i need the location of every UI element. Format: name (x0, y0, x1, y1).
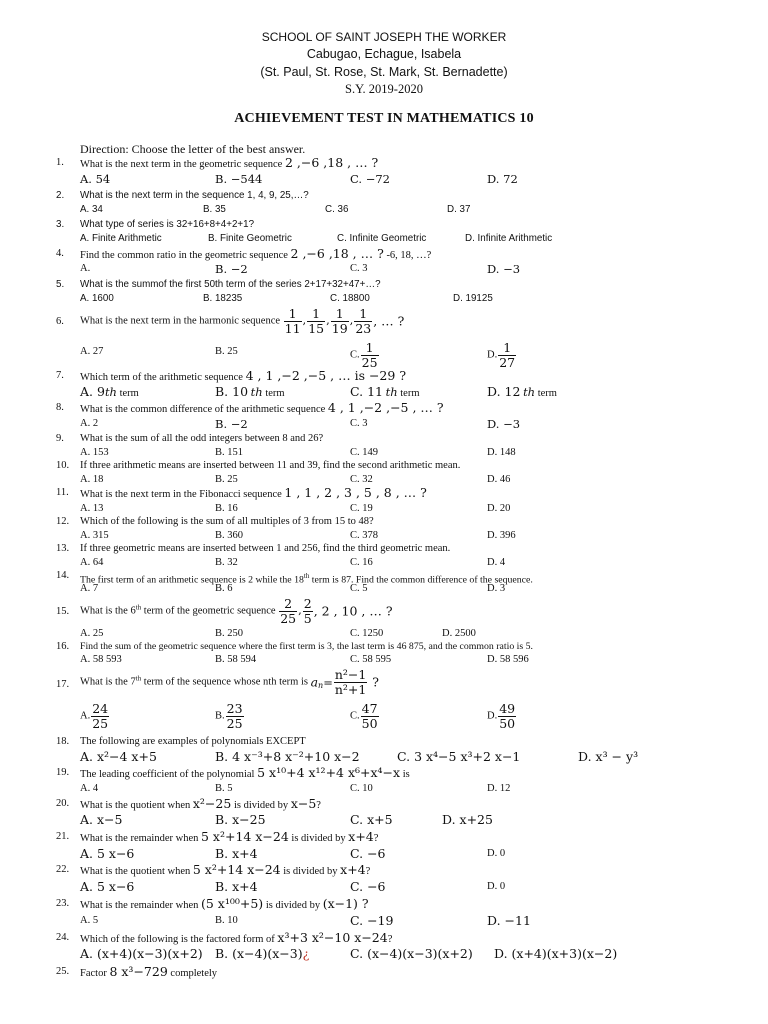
option-c[interactable]: C. 149 (350, 447, 379, 458)
fraction-1-27: $\frac{1}{27}$ (499, 340, 516, 370)
option-c[interactable]: C. 11 th term (350, 384, 420, 399)
option-b[interactable]: B. 360 (215, 530, 244, 541)
option-c[interactable]: C. $\frac{1}{25}$ (350, 340, 378, 370)
option-c[interactable]: C. 10 (350, 783, 373, 794)
question-text: What is the sum of all the odd integers between 8 and 26? (80, 433, 324, 444)
question-number: 13. (56, 543, 70, 554)
question-math-divisor: x+4 (348, 829, 374, 844)
sequence-symbol: a (310, 674, 319, 690)
question-math-divisor: x−5 (290, 796, 317, 811)
option-a[interactable]: A. 54 (80, 172, 111, 186)
option-c[interactable]: C. x+5 (350, 812, 393, 827)
school-sections: (St. Paul, St. Rose, St. Mark, St. Bernadette) (260, 65, 508, 79)
option-d[interactable]: D. 0 (487, 881, 506, 892)
option-d[interactable]: D. 12 th term (487, 384, 557, 399)
option-a[interactable]: A. x−5 (80, 812, 123, 827)
option-a[interactable]: A. 315 (80, 530, 109, 541)
question-text: Which of the following is the sum of all multiples of 3 from 15 to 48? (80, 516, 374, 527)
option-a[interactable]: A. Finite Arithmetic (80, 233, 162, 244)
question-number: 23. (56, 898, 70, 909)
fraction-1-15: $\frac{1}{15}$ (308, 306, 325, 336)
option-c[interactable]: C. 19 (350, 503, 373, 514)
question-text: The following are examples of polynomials EXCEPT (80, 736, 306, 747)
question-number: 7. (56, 370, 64, 381)
question-text-mid: is divided by (231, 800, 291, 811)
option-a[interactable]: A. (80, 263, 91, 274)
option-d[interactable]: D. x³ − y³ (578, 749, 639, 764)
question-text: What is the 7 (80, 676, 136, 688)
options-17 (0, 702, 768, 734)
fraction-2-5: $\frac{2}{5}$ (303, 596, 312, 626)
question-number: 2. (56, 190, 65, 201)
question-text: What type of series is 32+16+8+4+2+1? (80, 219, 255, 230)
question-math: 4 , 1 ,−2 ,−5 , … ? (327, 400, 444, 415)
option-b[interactable]: B. 35 (203, 204, 226, 215)
test-title: ACHIEVEMENT TEST IN MATHEMATICS 10 (234, 111, 534, 126)
question-text: What is the 6 (80, 605, 136, 617)
option-d[interactable]: D. 19125 (453, 293, 493, 304)
option-b[interactable]: B. Finite Geometric (208, 233, 292, 244)
fraction-1-11: $\frac{1}{11}$ (284, 306, 301, 336)
option-d[interactable]: D. 72 (487, 172, 518, 186)
question-text-after: completely (167, 968, 218, 979)
option-b[interactable]: B. x+4 (215, 846, 258, 861)
question-text-mid: is divided by (280, 866, 341, 877)
option-b[interactable]: B. 10 (215, 915, 238, 926)
option-b[interactable]: B. 10 th term (215, 384, 285, 399)
question-text: What is the quotient when (80, 866, 193, 877)
option-d[interactable]: D. 20 (487, 503, 511, 514)
question-text-mid: is divided by (288, 833, 349, 844)
option-a[interactable]: A. 5 x−6 (80, 879, 135, 894)
question-math: 1 , 1 , 2 , 3 , 5 , 8 , … ? (284, 485, 427, 500)
options-6 (0, 341, 768, 371)
option-d[interactable]: D. 2500 (442, 628, 476, 639)
question-text: What is the common difference of the arithmetic sequence (80, 404, 328, 415)
question-text-after: term is 87. Find the common difference of the sequence. (309, 574, 533, 586)
ordinal-suffix: th (135, 603, 142, 612)
option-c[interactable]: C. −19 (350, 913, 394, 928)
question-text: What is the summof the first 50th term of the series 2+17+32+47+…? (80, 279, 381, 290)
question-math-divisor: (x−1) ? (322, 896, 369, 911)
question-number: 24. (56, 932, 70, 943)
question-number: 3. (56, 219, 65, 230)
question-text: What is the remainder when (80, 900, 201, 911)
option-d[interactable]: D. 3 (487, 583, 506, 594)
question-text: What is the next term in the Fibonacci sequence (80, 489, 285, 500)
question-number: 16. (56, 641, 70, 652)
option-a[interactable]: A. 25 (80, 628, 104, 639)
option-c[interactable]: C. (x−4)(x−3)(x+2) (350, 946, 473, 961)
question-math: x³+3 x²−10 x−24 (277, 930, 388, 945)
option-c[interactable]: C. 5 (350, 583, 368, 594)
question-math: 2 ,−6 ,18 , … ? (284, 155, 379, 170)
question-number: 4. (56, 248, 64, 259)
option-d[interactable]: D. 148 (487, 447, 516, 458)
option-d[interactable]: D. 37 (447, 204, 471, 215)
option-c[interactable]: C. 3 (350, 418, 368, 429)
question-math: , 2 , 10 , … ? (313, 603, 393, 619)
question-15: 15. What is the 6th term of the geometric sequence $\frac{2}{25}$ , $\frac{2}{5}$ , 2 , 10 , … ? (56, 596, 393, 626)
question-number: 21. (56, 831, 70, 842)
question-text: What is the next term in the harmonic sequence (80, 315, 283, 327)
fraction-1-19: $\frac{1}{19}$ (331, 306, 348, 336)
question-number: 19. (56, 767, 70, 778)
option-a[interactable]: A. 5 x−6 (80, 846, 135, 861)
question-math: (5 x¹⁰⁰+5) (201, 896, 264, 911)
question-text: What is the next term in the geometric sequence (80, 159, 285, 170)
question-text: What is the quotient when (80, 800, 193, 811)
option-c[interactable]: C. 32 (350, 474, 373, 485)
question-text: If three geometric means are inserted between 1 and 256, find the third geometric mean. (80, 543, 451, 554)
option-d[interactable]: D. −3 (487, 262, 521, 276)
option-b[interactable]: B. 25 (215, 346, 238, 357)
school-name: SCHOOL OF SAINT JOSEPH THE WORKER (261, 30, 507, 44)
question-text-after: ? (387, 934, 393, 945)
question-text-after: -6, 18, …? (383, 250, 432, 261)
option-d[interactable]: D. 0 (487, 848, 506, 859)
question-text: What is the next term in the sequence 1, 4, 9, 25,…? (80, 190, 309, 201)
question-text-after: ? (365, 866, 371, 877)
option-a[interactable]: A. (x+4)(x−3)(x+2) (80, 946, 203, 961)
fraction-1-23: $\frac{1}{23}$ (355, 306, 372, 336)
option-a[interactable]: A. x²−4 x+5 (80, 749, 157, 764)
option-d[interactable]: D. −11 (487, 913, 531, 928)
question-text: The leading coefficient of the polynomial (80, 769, 258, 780)
question-number: 9. (56, 433, 64, 444)
option-a[interactable]: A. 18 (80, 474, 104, 485)
option-c[interactable]: C. −6 (350, 879, 386, 894)
option-c[interactable]: C. 16 (350, 557, 373, 568)
school-location: Cabugao, Echague, Isabela (306, 47, 462, 61)
question-text: Which of the following is the factored form of (80, 934, 278, 945)
question-number: 15. (56, 606, 70, 617)
option-a[interactable]: A. 34 (80, 204, 103, 215)
fraction-2-25: $\frac{2}{25}$ (280, 596, 297, 626)
question-math: ? (368, 674, 380, 690)
question-number: 22. (56, 864, 70, 875)
option-a[interactable]: A. 4 (80, 783, 99, 794)
option-a[interactable]: A. 58 593 (80, 654, 122, 665)
option-c[interactable]: C. Infinite Geometric (337, 233, 427, 244)
question-text: What is the remainder when (80, 833, 201, 844)
option-d[interactable]: D. 46 (487, 474, 511, 485)
option-c[interactable]: C. −72 (350, 172, 390, 186)
question-text: Find the sum of the geometric sequence where the first term is 3, the last term is 46 875, and the common ratio is 5. (80, 641, 534, 652)
nth-term-fraction: $\frac{\text{n²−1}}{\text{n²+1}}$ (334, 667, 367, 697)
question-math: x²−25 (192, 796, 232, 811)
option-c[interactable]: C. 58 595 (350, 654, 392, 665)
option-a[interactable]: A. 27 (80, 346, 104, 357)
question-text: Which term of the arithmetic sequence (80, 372, 246, 383)
question-math: 5 x²+14 x−24 (192, 862, 281, 877)
option-d[interactable]: D. 12 (487, 783, 511, 794)
option-c[interactable]: C. 3 x⁴−5 x³+2 x−1 (397, 749, 521, 764)
question-number: 1. (56, 157, 64, 168)
stray-glyph: ¿ (302, 946, 310, 961)
question-math: 5 x¹⁰+4 x¹²+4 x⁶+x⁴−x (257, 765, 401, 780)
question-math-divisor: x+4 (340, 862, 366, 877)
ordinal-suffix: th (303, 572, 310, 580)
option-c[interactable]: C. 18800 (330, 293, 370, 304)
option-b[interactable]: B. −544 (215, 172, 263, 186)
option-d[interactable]: D. 58 596 (487, 654, 529, 665)
option-b[interactable]: B. 5 (215, 783, 233, 794)
question-text-after: ? (373, 833, 379, 844)
direction-text: Direction: Choose the letter of the best answer. (80, 142, 306, 156)
question-text-after: ? (316, 800, 321, 811)
option-c[interactable]: C. 1250 (350, 628, 384, 639)
option-b[interactable]: B. x+4 (215, 879, 258, 894)
question-math: 5 x²+14 x−24 (201, 829, 289, 844)
option-b[interactable]: B. 4 x⁻³+8 x⁻²+10 x−2 (215, 749, 360, 764)
option-c[interactable]: C. $\frac{47}{50}$ (350, 701, 378, 731)
option-a[interactable]: A. 153 (80, 447, 109, 458)
question-6: 6. What is the next term in the harmonic sequence $\frac{1}{11}$ , $\frac{1}{15}$ , $\frac{1}{19}$ , $\frac{1}{23}$ , … ? (56, 306, 405, 336)
question-number: 18. (56, 736, 70, 747)
option-b[interactable]: B. 58 594 (215, 654, 257, 665)
option-a[interactable]: A. 5 (80, 915, 99, 926)
question-number: 5. (56, 279, 65, 290)
option-a[interactable]: A. $\frac{24}{25}$ (80, 701, 109, 731)
question-text: Factor (80, 968, 110, 979)
fraction-24-25: $\frac{24}{25}$ (92, 701, 109, 731)
option-c[interactable]: C. 36 (325, 204, 349, 215)
question-number: 8. (56, 402, 64, 413)
option-d[interactable]: D. 4 (487, 557, 506, 568)
option-b[interactable]: B. 151 (215, 447, 244, 458)
question-17: 17. What is the 7th term of the sequence whose nth term is $a_n=$ $\frac{\text{n²−1}}{\text{n²+1}}$ ? (56, 667, 380, 697)
question-math: 8 x³−729 (109, 964, 168, 979)
option-b[interactable]: B. 25 (215, 474, 238, 485)
fraction-47-50: $\frac{47}{50}$ (361, 701, 378, 731)
question-text-after: term of the sequence whose nth term is (141, 676, 311, 688)
question-number: 12. (56, 516, 70, 527)
option-b[interactable]: B. 18235 (203, 293, 243, 304)
option-c[interactable]: C. 378 (350, 530, 379, 541)
question-number: 25. (56, 966, 70, 977)
question-math: , … ? (373, 313, 405, 329)
fraction-1-25: $\frac{1}{25}$ (361, 340, 378, 370)
option-b[interactable]: B. 250 (215, 628, 244, 639)
question-number: 14. (56, 570, 70, 581)
option-b[interactable]: B. 16 (215, 503, 238, 514)
option-b[interactable]: B. $\frac{23}{25}$ (215, 701, 243, 731)
option-d[interactable]: D. $\frac{1}{27}$ (487, 340, 516, 370)
option-d[interactable]: D. (x+4)(x+3)(x−2) (494, 946, 618, 961)
option-d[interactable]: D. $\frac{49}{50}$ (487, 701, 516, 731)
option-d[interactable]: D. −3 (487, 417, 521, 431)
school-year: S.Y. 2019-2020 (345, 82, 423, 96)
question-number: 10. (56, 460, 70, 471)
question-number: 11. (56, 487, 69, 498)
option-d[interactable]: D. Infinite Arithmetic (465, 233, 553, 244)
question-math: 2 ,−6 ,18 , … ? (290, 246, 384, 261)
option-b[interactable]: B. −2 (215, 417, 248, 431)
question-text-after: term of the geometric sequence (141, 605, 279, 617)
option-b[interactable]: B. (x−4)(x−3)¿ (215, 946, 310, 961)
question-text-after: is (400, 769, 410, 780)
option-a[interactable]: A. 2 (80, 418, 99, 429)
option-b[interactable]: B. 6 (215, 583, 233, 594)
question-number: 20. (56, 798, 70, 809)
option-b[interactable]: B. x−25 (215, 812, 266, 827)
option-a[interactable]: A. 13 (80, 503, 104, 514)
sequence-subscript: n (318, 681, 324, 690)
question-text-mid: is divided by (263, 900, 323, 911)
option-c[interactable]: C. 3 (350, 263, 368, 274)
fraction-49-50: $\frac{49}{50}$ (499, 701, 516, 731)
option-b[interactable]: B. 32 (215, 557, 238, 568)
question-math: 4 , 1 ,−2 ,−5 , … is −29 ? (245, 368, 407, 383)
fraction-23-25: $\frac{23}{25}$ (226, 701, 243, 731)
option-c[interactable]: C. −6 (350, 846, 386, 861)
option-a[interactable]: A. 9th term (80, 384, 139, 399)
option-b[interactable]: B. −2 (215, 262, 248, 276)
question-text: If three arithmetic means are inserted between 11 and 39, find the second arithmetic mean. (80, 460, 461, 471)
option-a[interactable]: A. 64 (80, 557, 104, 568)
question-text: The first term of an arithmetic sequence is 2 while the 18 (80, 574, 304, 586)
question-number: 17. (56, 679, 70, 690)
option-a[interactable]: A. 1600 (80, 293, 114, 304)
question-number: 6. (56, 316, 64, 327)
option-d[interactable]: D. 396 (487, 530, 516, 541)
option-d[interactable]: D. x+25 (442, 812, 493, 827)
option-a[interactable]: A. 7 (80, 583, 99, 594)
question-text: Find the common ratio in the geometric sequence (80, 250, 291, 261)
ordinal-suffix: th (135, 674, 142, 683)
